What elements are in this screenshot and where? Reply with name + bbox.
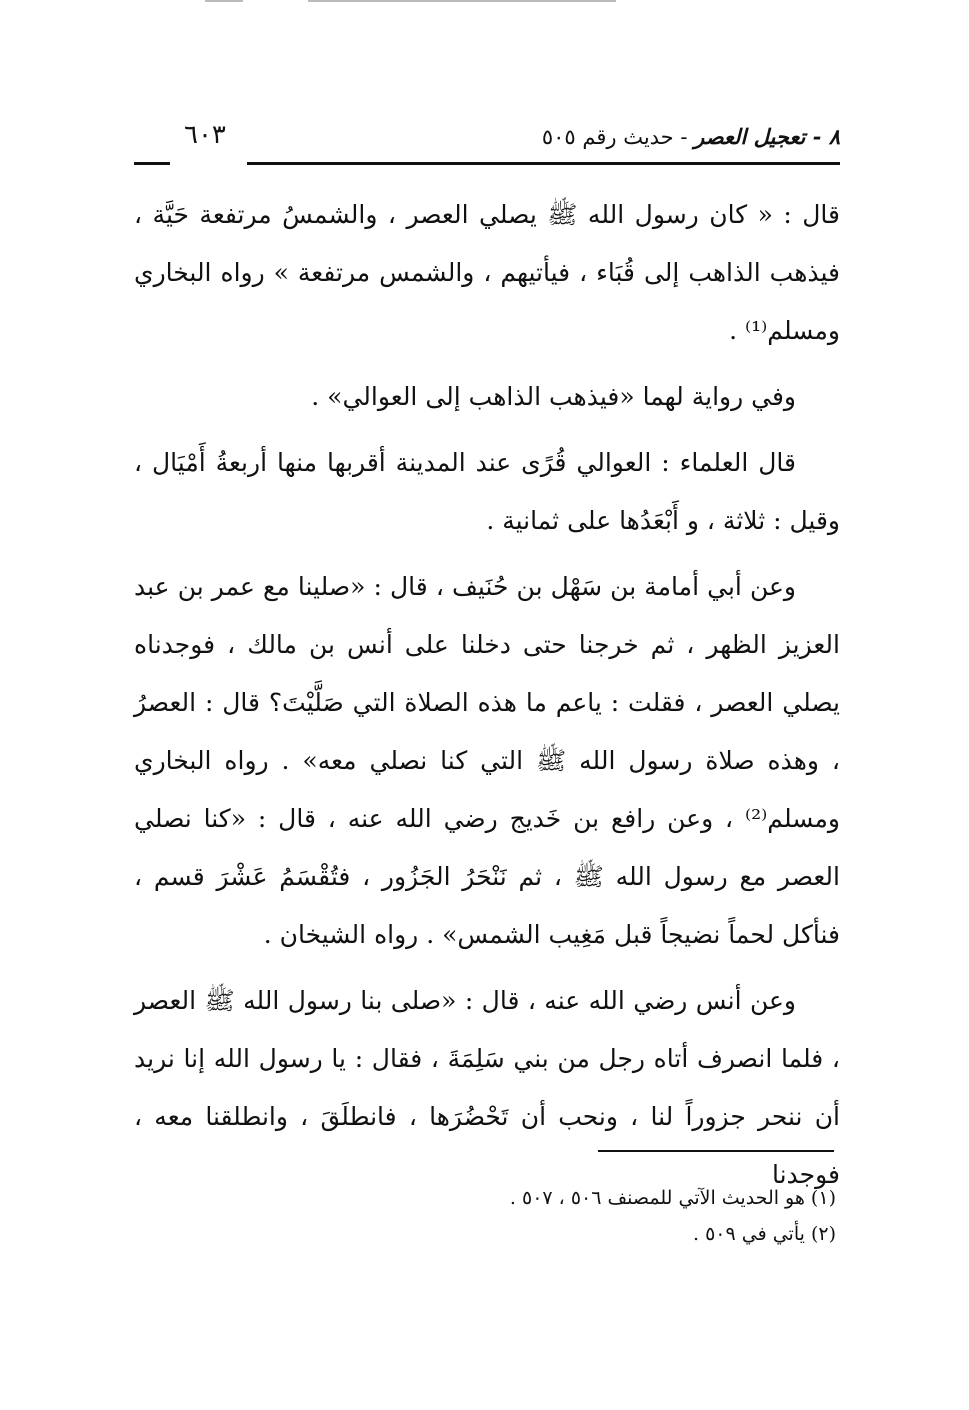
footnote: (٢) يأتي في ٥٠٩ . <box>692 1223 836 1245</box>
header-rule <box>247 162 840 165</box>
chapter-title: ٨ - تعجيل العصر <box>694 124 840 149</box>
footnote-rule <box>598 1150 834 1152</box>
running-title <box>542 124 840 149</box>
scan-edge-mark <box>308 0 616 2</box>
footnotes <box>134 1180 836 1252</box>
page-number: ٦٠٣ <box>184 120 226 150</box>
paragraph: وفي رواية لهما «فيذهب الذاهب إلى العوالي» . <box>311 382 796 411</box>
main-text <box>134 186 840 1212</box>
paragraph: وعن أنس رضي الله عنه ، قال : «صلى بنا رسول الله ﷺ العصر ، فلما انصرف أتاه رجل من بني سَلِمَةَ ، فقال : يا رسول الله إنا نريد أن ننحر جزوراً لنا ، ونحب أن تَحْضُرَها ، فانطلَقَ ، وانطلقنا معه ، فوجدنا <box>134 986 840 1189</box>
scan-edge-mark <box>205 0 243 2</box>
paragraph: قال : « كان رسول الله ﷺ يصلي العصر ، والشمسُ مرتفعة حَيَّة ، فيذهب الذاهب إلى قُبَاء ، فيأتيهم ، والشمس مرتفعة » رواه البخاري ومسلم⁽¹⁾ . <box>134 200 840 345</box>
paragraph: وعن أبي أمامة بن سَهْل بن حُنَيف ، قال : «صلينا مع عمر بن عبد العزيز الظهر ، ثم خرجنا حتى دخلنا على أنس بن مالك ، فوجدناه يصلي العصر ، فقلت : ياعم ما هذه الصلاة التي صَلَّيْتَ؟ قال : العصرُ ، وهذه صلاة رسول الله ﷺ التي كنا نصلي معه» . رواه البخاري ومسلم⁽²⁾ ، وعن رافع بن خَديج رضي الله عنه ، قال : «كنا نصلي العصر مع رسول الله ﷺ ، ثم نَنْحَرُ الجَزُور ، فتُقْسَمُ عَشْرَ قسم ، فنأكل لحماً نضيجاً قبل مَغِيب الشمس» . رواه الشيخان . <box>134 572 840 949</box>
running-header <box>134 118 840 170</box>
footnote: (١) هو الحديث الآتي للمصنف ٥٠٦ ، ٥٠٧ . <box>509 1187 836 1209</box>
paragraph: قال العلماء : العوالي قُرًى عند المدينة أقربها منها أربعةُ أَمْيَال ، وقيل : ثلاثة ، و أَبْعَدُها على ثمانية . <box>134 448 840 535</box>
header-dash <box>134 162 170 165</box>
hadith-number: - حديث رقم ٥٠٥ <box>541 125 695 149</box>
